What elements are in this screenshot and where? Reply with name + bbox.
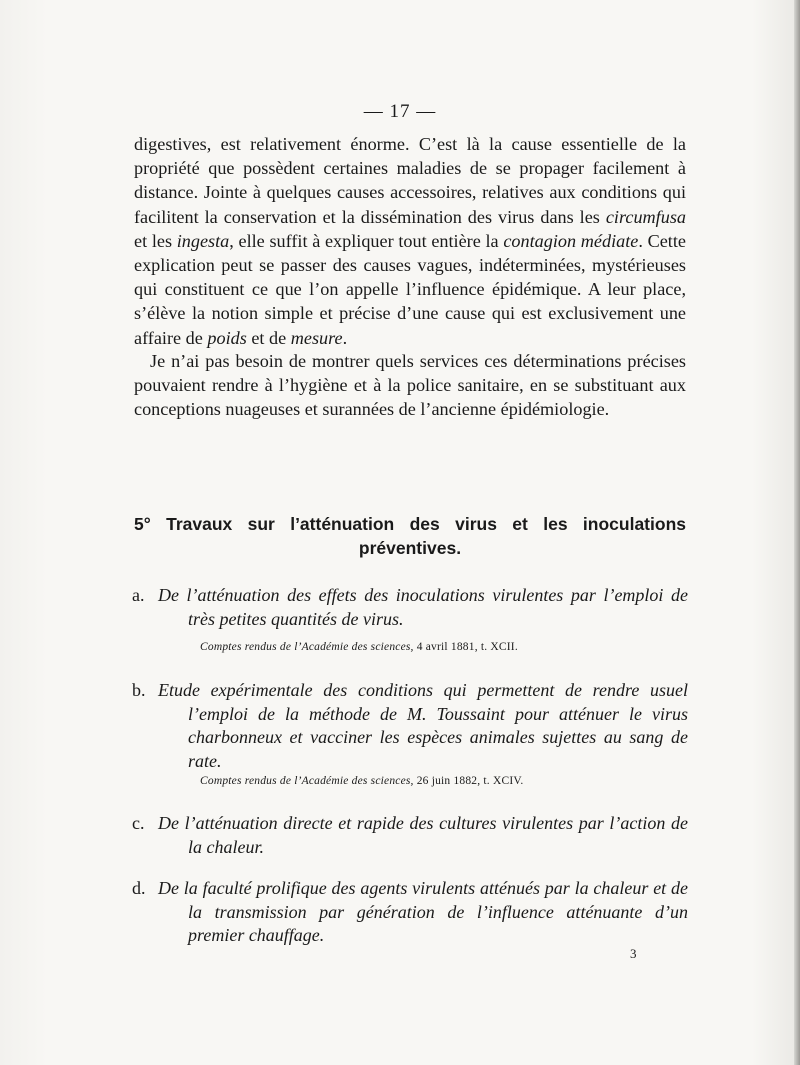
term-circumfusa: circumfusa [605, 206, 686, 227]
bibliography-entry-d [132, 877, 688, 948]
paragraph-1-text-f: . [342, 327, 348, 348]
signature-mark: 3 [630, 946, 637, 961]
paragraph-1-text-c: , elle suffit à expliquer tout entière la [229, 230, 504, 251]
page-number: — 17 — [363, 101, 437, 122]
section-heading [134, 512, 686, 560]
entry-title: De l’atténuation des effets des inoculations virulentes par l’emploi de très petites quantités de virus. [158, 585, 688, 629]
entry-title: Etude expérimentale des conditions qui permettent de rendre usuel l’emploi de la méthode de M. Toussaint pour atténuer le virus charbonneux et vacciner les espèces animales sujettes au sang de rate. [158, 680, 688, 771]
section-heading-line-1: 5° Travaux sur l’atténuation des virus et les inoculations [134, 514, 686, 534]
source-reference: 26 juin 1882, t. XCIV. [413, 775, 524, 787]
source-reference: 4 avril 1881, t. XCII. [413, 641, 518, 653]
entry-title: De l’atténuation directe et rapide des cultures virulentes par l’action de la chaleur. [158, 813, 688, 857]
page-edge-shadow [794, 0, 800, 1065]
source-journal: Comptes rendus de l’Académie des sciences, [200, 775, 414, 787]
entry-source-b [200, 775, 680, 787]
entry-letter: b. [132, 680, 146, 700]
entry-source-a [200, 641, 680, 653]
paragraph-1-text-b: et les [134, 230, 177, 251]
bibliography-entry-a [132, 584, 688, 631]
paragraph-2: Je n’ai pas besoin de montrer quels services ces déterminations précises pouvaient rendre à l’hygiène et à la police sanitaire, en se substituant aux conceptions nuageuses et surannées de l’ancienne épidémiologie. [134, 351, 686, 420]
bibliography-entry-c [132, 812, 688, 859]
term-poids: poids [207, 327, 247, 348]
term-mesure: mesure [290, 327, 343, 348]
term-ingesta: ingesta [176, 230, 230, 251]
entry-letter: c. [132, 813, 145, 833]
paragraph-1-text-e: et de [246, 327, 291, 348]
paragraph-1 [134, 132, 686, 350]
entry-letter: a. [132, 585, 145, 605]
bibliography-entry-b [132, 679, 688, 773]
entry-title: De la faculté prolifique des agents virulents atténués par la chaleur et de la transmission par génération de l’influence atténuante d’un premier chauffage. [158, 878, 688, 945]
paragraph-1-text-d: . Cette explication peut se passer des causes vagues, indéterminées, mystérieuses qui constituent ce que l’on appelle l’influence épidémique. A leur place, s’élève la notion simple et précise d’une cause qui est exclusivement une affaire de [134, 230, 686, 348]
paragraph-1-text-a: digestives, est relativement énorme. C’est là la cause essentielle de la propriété que possèdent certaines maladies de se propager facilement à distance. Jointe à quelques causes accessoires, relatives aux conditions qui facilitent la conservation et la dissémination des virus dans les [134, 134, 686, 227]
entry-letter: d. [132, 878, 146, 898]
source-journal: Comptes rendus de l’Académie des sciences, [200, 641, 414, 653]
section-heading-line-2: préventives. [358, 538, 462, 558]
term-contagion-mediate: contagion médiate [503, 230, 639, 251]
